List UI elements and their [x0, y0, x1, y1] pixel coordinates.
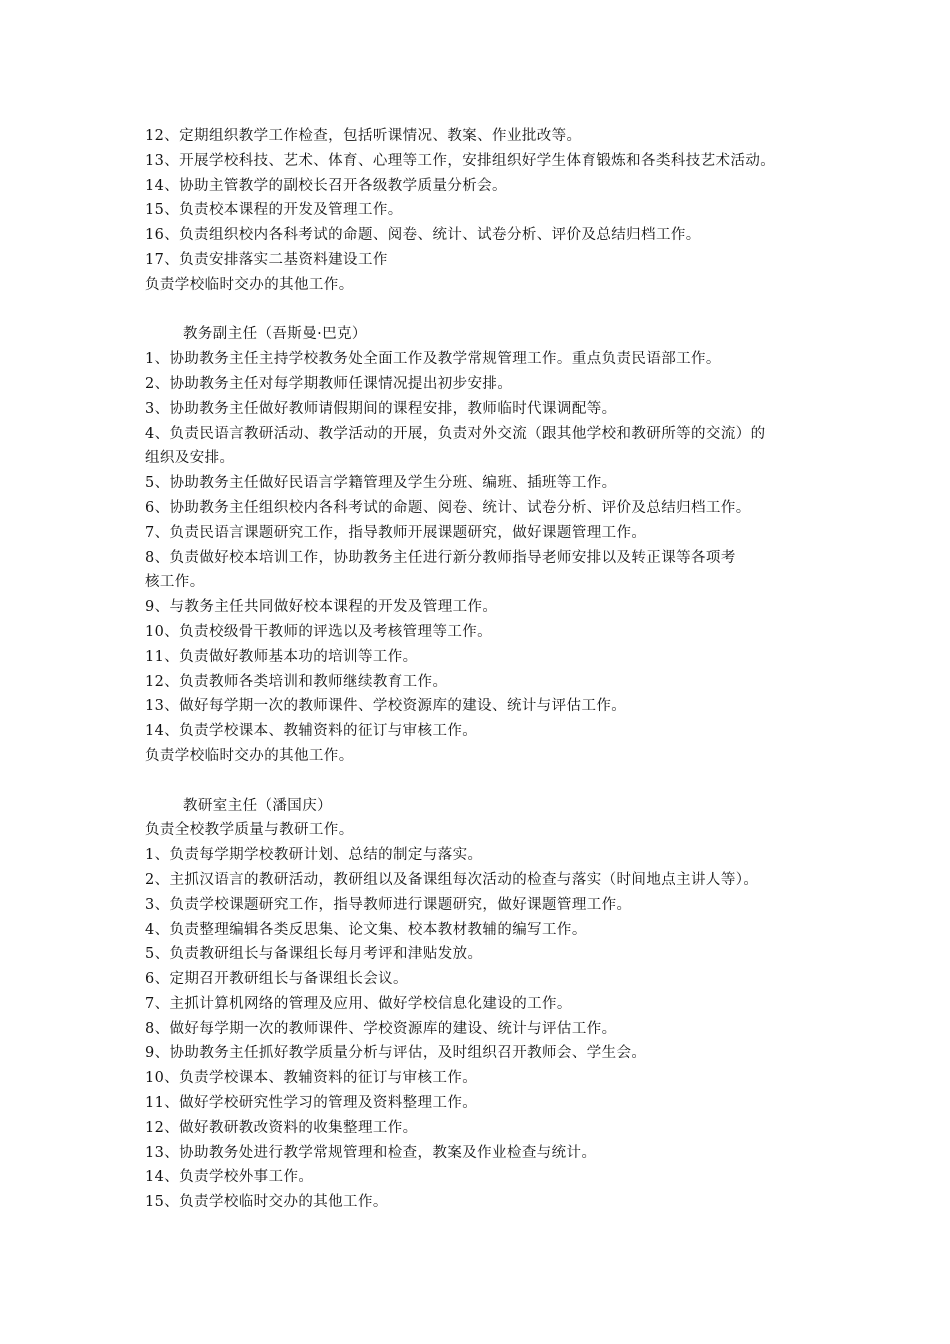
duty-line: 5、协助教务主任做好民语言学籍管理及学生分班、编班、插班等工作。 [145, 475, 617, 492]
duty-line: 负责全校教学质量与教研工作。 [145, 822, 354, 839]
duty-line: 2、协助教务主任对每学期教师任课情况提出初步安排。 [145, 375, 513, 392]
duty-line: 10、负责校级骨干教师的评选以及考核管理等工作。 [145, 623, 493, 640]
duty-line: 12、负责教师各类培训和教师继续教育工作。 [145, 673, 448, 690]
duty-line: 13、开展学校科技、艺术、体育、心理等工作，安排组织好学生体育锻炼和各类科技艺术活动。 [145, 152, 776, 169]
section-heading: 教研室主任（潘国庆） [183, 797, 332, 814]
duty-line: 8、负责做好校本培训工作，协助教务主任进行新分教师指导老师安排以及转正课等各项考 [145, 549, 736, 566]
duty-line: 14、协助主管教学的副校长召开各级教学质量分析会。 [145, 177, 507, 194]
duty-line: 4、负责民语言教研活动、教学活动的开展，负责对外交流（跟其他学校和教研所等的交流）的 [145, 425, 766, 442]
duty-line: 14、负责学校外事工作。 [145, 1169, 314, 1186]
section-deputy-director [145, 322, 825, 768]
duty-line: 4、负责整理编辑各类反思集、论文集、校本教材教辅的编写工作。 [145, 921, 587, 938]
duty-line: 15、负责学校临时交办的其他工作。 [145, 1194, 388, 1211]
duty-line: 核工作。 [145, 574, 205, 591]
duty-line: 14、负责学校课本、教辅资料的征订与审核工作。 [145, 723, 478, 740]
duty-line: 12、定期组织教学工作检查，包括听课情况、教案、作业批改等。 [145, 128, 582, 144]
duty-line: 13、协助教务处进行教学常规管理和检查，教案及作业检查与统计。 [145, 1144, 597, 1161]
duty-line: 17、负责安排落实二基资料建设工作 [145, 251, 388, 268]
duty-line: 11、负责做好教师基本功的培训等工作。 [145, 648, 418, 665]
duty-line: 7、负责民语言课题研究工作，指导教师开展课题研究，做好课题管理工作。 [145, 524, 647, 541]
duty-line: 5、负责教研组长与备课组长每月考评和津贴发放。 [145, 946, 483, 963]
duty-line: 组织及安排。 [145, 450, 235, 467]
duty-line: 2、主抓汉语言的教研活动，教研组以及备课组每次活动的检查与落实（时间地点主讲人等）。 [145, 871, 759, 888]
section-teaching-director-duties [145, 124, 825, 298]
section-heading: 教务副主任（吾斯曼·巴克） [183, 326, 367, 343]
duty-line: 1、负责每学期学校教研计划、总结的制定与落实。 [145, 847, 483, 864]
duty-line: 16、负责组织校内各科考试的命题、阅卷、统计、试卷分析、评价及总结归档工作。 [145, 227, 701, 244]
duty-line: 6、协助教务主任组织校内各科考试的命题、阅卷、统计、试卷分析、评价及总结归档工作。 [145, 499, 751, 516]
duty-line: 15、负责校本课程的开发及管理工作。 [145, 202, 403, 219]
duty-line: 11、做好学校研究性学习的管理及资料整理工作。 [145, 1095, 478, 1112]
duty-line: 9、协助教务主任抓好教学质量分析与评估，及时组织召开教师会、学生会。 [145, 1045, 647, 1062]
duty-line: 负责学校临时交办的其他工作。 [145, 276, 354, 293]
duty-line: 8、做好每学期一次的教师课件、学校资源库的建设、统计与评估工作。 [145, 1020, 617, 1037]
section-spacer [145, 769, 825, 794]
duty-line: 3、负责学校课题研究工作，指导教师进行课题研究，做好课题管理工作。 [145, 896, 632, 913]
duty-line: 3、协助教务主任做好教师请假期间的课程安排，教师临时代课调配等。 [145, 400, 617, 417]
duty-line: 1、协助教务主任主持学校教务处全面工作及教学常规管理工作。重点负责民语部工作。 [145, 351, 721, 368]
section-spacer [145, 298, 825, 323]
duty-line: 6、定期召开教研组长与备课组长会议。 [145, 971, 408, 988]
document-body [145, 124, 825, 1215]
duty-line: 10、负责学校课本、教辅资料的征订与审核工作。 [145, 1070, 478, 1087]
section-research-office-director [145, 794, 825, 1216]
duty-line: 9、与教务主任共同做好校本课程的开发及管理工作。 [145, 599, 498, 616]
duty-line: 7、主抓计算机网络的管理及应用、做好学校信息化建设的工作。 [145, 995, 572, 1012]
duty-line: 12、做好教研教改资料的收集整理工作。 [145, 1119, 418, 1136]
duty-line: 负责学校临时交办的其他工作。 [145, 747, 354, 764]
duty-line: 13、做好每学期一次的教师课件、学校资源库的建设、统计与评估工作。 [145, 698, 627, 715]
